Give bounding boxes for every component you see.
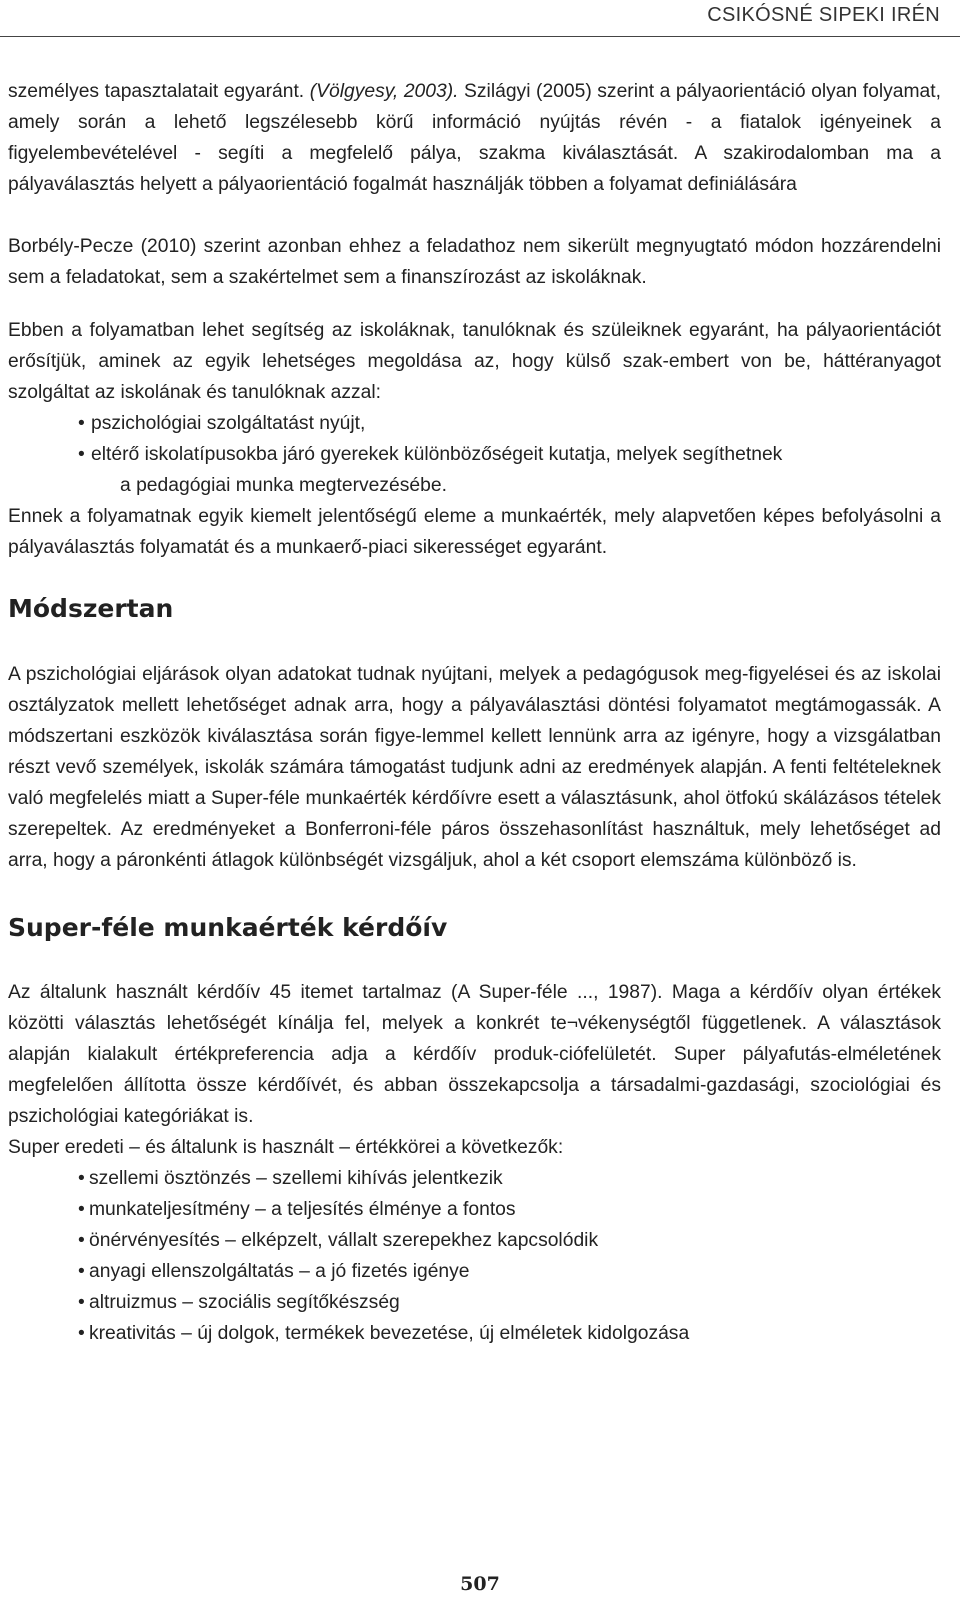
bullet-icon: • bbox=[78, 1292, 85, 1313]
paragraph-super-intro: Super eredeti – és általunk is használt – értékkörei a következők: bbox=[8, 1137, 564, 1158]
list-item bbox=[8, 1256, 941, 1287]
list-item-text: önérvényesítés – elképzelt, vállalt szerepekhez kapcsolódik bbox=[89, 1230, 599, 1251]
bullet-icon: • bbox=[78, 1199, 85, 1220]
list-item bbox=[8, 439, 941, 470]
list-item-text: anyagi ellenszolgáltatás – a jó fizetés igénye bbox=[89, 1261, 470, 1282]
support-list bbox=[8, 408, 941, 501]
citation-volgyesy: (Völgyesy, 2003). bbox=[309, 81, 459, 102]
paragraph-intro-rest: Szilágyi (2005) szerint a pályaorientáció olyan folyamat, amely során a lehető legszélesebb körű információ nyújtás révén - a fiatalok igényeinek a figyelembevételével - segíti a megfelelő pálya, szakma kiválasztását. A szakirodalomban ma a pályaválasztás helyett a pályaorientáció fogalmát használják többen a folyamat definiálására bbox=[8, 81, 941, 195]
list-item-text: altruizmus – szociális segítőkészség bbox=[89, 1292, 400, 1313]
list-item-text: szellemi ösztönzés – szellemi kihívás jelentkezik bbox=[89, 1168, 503, 1189]
list-item-text: munkateljesítmény – a teljesítés élménye a fontos bbox=[89, 1199, 516, 1220]
bullet-icon: • bbox=[78, 1168, 85, 1189]
page-number: 507 bbox=[460, 1573, 500, 1595]
bullet-icon: • bbox=[78, 413, 85, 434]
list-item-text: eltérő iskolatípusokba járó gyerekek különbözőségeit kutatja, melyek segíthetnek bbox=[91, 444, 783, 465]
paragraph-folyamat: Ebben a folyamatban lehet segítség az iskoláknak, tanulóknak és szüleiknek egyaránt, ha pályaorientációt erősítjük, aminek az egyik lehetséges megoldása az, hogy külső szak-embert von be, háttéranyagot szolgáltat az iskolának és tanulóknak azzal: bbox=[8, 320, 941, 403]
running-head-author: CSIKÓSNÉ SIPEKI IRÉN bbox=[707, 4, 940, 26]
paragraph-super: Az általunk használt kérdőív 45 itemet tartalmaz (A Super-féle ..., 1987). Maga a kérdőív olyan értékek közötti választás lehetőségét kínálja fel, melyek a konkrét te¬vékenységtől függetlenek. A választások alapján kialakult értékpreferencia adja a kérdőív produk-ciófelületét. Super pályafutás-elméletének megfelelően állította össze kérdőívét, és abban összekapcsolja a társadalmi-gazdasági, szociológiai és pszichológiai kategóriákat is. bbox=[8, 982, 941, 1127]
header-rule bbox=[0, 36, 960, 37]
bullet-icon: • bbox=[78, 1323, 85, 1344]
value-list bbox=[8, 1163, 941, 1349]
paragraph-munkaertek: Ennek a folyamatnak egyik kiemelt jelentőségű eleme a munkaérték, mely alapvetően képes befolyásolni a pályaválasztás folyamatát és a munkaerő-piaci sikerességet egyaránt. bbox=[8, 506, 941, 558]
list-item bbox=[8, 1318, 941, 1349]
page-body bbox=[8, 76, 941, 1349]
list-item-text: pszichológiai szolgáltatást nyújt, bbox=[91, 413, 366, 434]
list-item bbox=[8, 1287, 941, 1318]
bullet-icon: • bbox=[78, 444, 85, 465]
paragraph-intro-start: személyes tapasztalatait egyaránt. bbox=[8, 81, 310, 102]
bullet-icon: • bbox=[78, 1261, 85, 1282]
list-item bbox=[8, 1163, 941, 1194]
paragraph-modszertan: A pszichológiai eljárások olyan adatokat tudnak nyújtani, melyek a pedagógusok meg-figyelései és az iskolai osztályzatok mellett lehetőséget adnak arra, hogy a pályaválasztási döntési folyamatot megtámogassák. A módszertani eszközök kiválasztása során figye-lemmel kellett lennünk arra az igényre, hogy a vizsgálatban részt vevő személyek, iskolák számára támogatást tudjunk adni az eredmények alapján. A fenti feltételeknek való megfelelés miatt a Super-féle munkaérték kérdőívre esett a választásunk, ahol ötfokú skálázásos tételek szerepeltek. Az eredményeket a Bonferroni-féle páros összehasonlítást használtuk, mely lehetőséget ad arra, hogy a páronkénti átlagok különbségét vizsgáljuk, ahol a két csoport elemszáma különböző is. bbox=[8, 664, 941, 871]
paragraph-intro bbox=[8, 76, 941, 200]
list-item-text: a pedagógiai munka megtervezésébe. bbox=[120, 475, 447, 496]
list-item bbox=[8, 408, 941, 439]
section-heading-super: Super-féle munkaérték kérdőív bbox=[8, 913, 448, 942]
list-item-continuation bbox=[8, 470, 941, 501]
list-item bbox=[8, 1225, 941, 1256]
paragraph-borbely: Borbély-Pecze (2010) szerint azonban ehhez a feladathoz nem sikerült megnyugtató módon hozzárendelni sem a feladatokat, sem a szakértelmet sem a finanszírozást az iskoláknak. bbox=[8, 236, 941, 288]
section-heading-modszertan: Módszertan bbox=[8, 594, 174, 623]
list-item-text: kreativitás – új dolgok, termékek bevezetése, új elméletek kidolgozása bbox=[89, 1323, 690, 1344]
list-item bbox=[8, 1194, 941, 1225]
bullet-icon: • bbox=[78, 1230, 85, 1251]
